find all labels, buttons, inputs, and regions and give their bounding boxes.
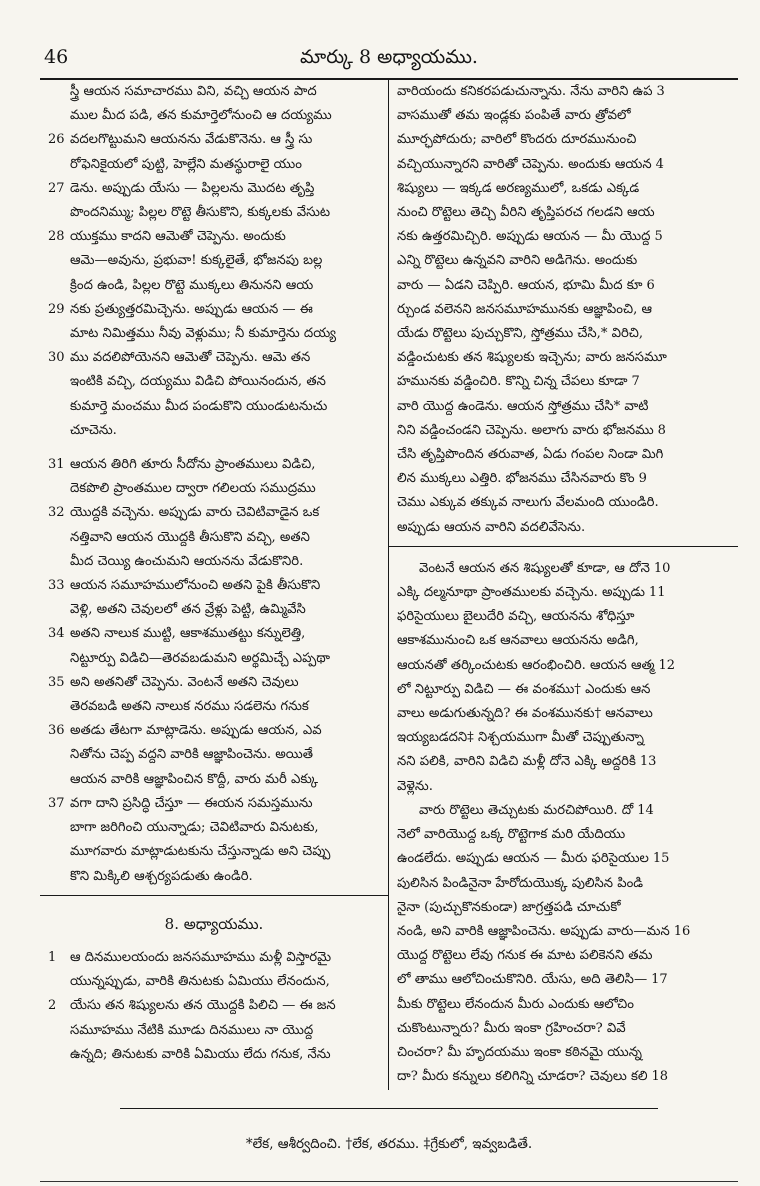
text-line <box>397 775 730 799</box>
line-text: రోఫెనికైయలో పుట్టి, హెల్లేని మతస్థురాలై యుం <box>70 156 302 172</box>
text-line <box>397 896 730 920</box>
line-text: వారియందు కనికరపడుచున్నాను. నేను వారిని ఉప <box>397 84 653 99</box>
line-text: నని పలికి, వారిని విడిచి మళ్లీ దోనె ఎక్కి అద్దరికి <box>397 754 636 770</box>
text-line <box>397 1065 730 1089</box>
verse-number: 15 <box>652 851 670 867</box>
verse-number: 32 <box>48 505 65 521</box>
text-line <box>48 695 380 719</box>
text-line <box>48 249 380 273</box>
text-columns <box>40 80 738 1090</box>
verse-number: 37 <box>48 795 65 811</box>
verse-number: 17 <box>651 972 668 988</box>
verse-number: 26 <box>48 132 65 148</box>
line-text: మీద చెయ్యి ఉంచుమని ఆయనను వేడుకొనిరి. <box>70 553 304 569</box>
right-column <box>389 80 738 1090</box>
section-divider <box>389 546 738 547</box>
text-line <box>48 647 380 671</box>
line-text: ఆమె—అవును, ప్రభువా! కుక్కలైతే, భోజనపు బల్ల <box>70 253 323 269</box>
line-text: ఆకాశమునుంచి ఒక ఆనవాలు ఆయనను అడిగి, <box>397 633 639 649</box>
verse-number: 10 <box>653 560 671 576</box>
text-line <box>397 298 730 322</box>
text-line <box>397 993 730 1017</box>
text-line <box>48 816 380 840</box>
text-line <box>397 104 730 128</box>
line-text: అతని నాలుక ముట్టి, ఆకాశముతట్టు కన్నులెత్తి, <box>70 626 306 642</box>
line-text: లిన ముక్కలు ఎత్తిరి. భోజనము చేసినవారు కొం <box>397 471 635 487</box>
text-line <box>48 298 380 322</box>
text-line <box>397 654 730 678</box>
text-line <box>397 872 730 896</box>
verse-number: 34 <box>48 626 65 642</box>
text-line <box>48 274 380 298</box>
line-text: ఆ దినములయందు జనసమూహము మళ్లీ విస్తారమై <box>70 949 332 965</box>
text-line <box>48 104 380 128</box>
line-text: యున్నప్పుడు, వారికి తినుటకు ఏమియు లేనందున, <box>70 974 330 990</box>
text-line <box>48 201 380 225</box>
line-text: చూచెను. <box>70 422 117 438</box>
line-text: తెరవబడి అతని నాలుక నరము సడలెను గనుక <box>70 699 309 715</box>
line-text: ఇయ్యబడదని‡ నిశ్చయముగా మీతో చెప్పుతున్నా <box>397 730 644 746</box>
line-text: కొని మిక్కిలి ఆశ్చర్యపడుతు ఉండిరి. <box>70 868 253 884</box>
text-line <box>48 840 380 864</box>
line-text: నత్తివాని ఆయన యొద్దకి తీసుకొని వచ్చి, అతని <box>70 529 310 545</box>
verse-number: 28 <box>48 229 65 245</box>
text-line <box>397 395 730 419</box>
line-text: వెంటనే ఆయన తన శిష్యులతో కూడా, ఆ దోనె <box>419 560 650 576</box>
verse-number: 30 <box>48 350 65 366</box>
line-text: నెలో వారియొద్ద ఒక్క రొట్టెగాక మరి యేదియు <box>397 827 626 843</box>
footnotes <box>40 1108 738 1186</box>
text-line <box>397 467 730 491</box>
text-line <box>397 516 730 540</box>
text-line <box>48 792 380 816</box>
line-text: పొందనిమ్ము; పిల్లల రొట్టె తీసుకొని, కుక్కలకు వేసుట <box>70 205 331 221</box>
text-line <box>397 629 730 653</box>
line-text: సమూహము నేటికి మూడు దినములు నా యొద్ద <box>70 1022 314 1038</box>
line-text: మూగవారు మాట్లాడుటకును చేస్తున్నాడు అని చెప్పు <box>70 844 331 860</box>
line-text: నిని వడ్డించండని చెప్పెను. అలాగు వారు భోజనము <box>397 422 654 438</box>
text-line <box>48 671 380 695</box>
text-line <box>397 177 730 201</box>
verse-number: 3 <box>656 84 665 99</box>
text-line <box>48 153 380 177</box>
text-line <box>397 847 730 871</box>
line-text: అతడు తేటగా మాట్లాడెను. అప్పుడు ఆయన, ఎవ <box>70 723 322 739</box>
page-number: 46 <box>44 46 69 68</box>
line-text: నకు ఉత్తరమిచ్చిరి. అప్పుడు ఆయన — మీ యొద్ద <box>397 229 651 245</box>
line-text: లో నిట్టూర్పు విడిచి — ఈ వంశము† ఎందుకు ఆన <box>397 681 651 697</box>
verse-number: 27 <box>48 180 65 196</box>
line-text: నకు ప్రత్యుత్తరమిచ్చెను. అప్పుడు ఆయన — ఈ <box>70 301 313 317</box>
text-line <box>48 419 380 443</box>
bottom-rule <box>40 1181 738 1182</box>
line-text: మాట నిమిత్తము నీవు వెళ్లుము; నీ కుమార్తెను దయ్య <box>70 326 337 342</box>
verse-number: 13 <box>639 754 657 770</box>
verse-number: 6 <box>646 277 655 293</box>
text-line <box>397 799 730 823</box>
text-line <box>397 726 730 750</box>
line-text: అప్పుడు ఆయన వారిని వదలివేసెను. <box>397 519 586 535</box>
line-text: వాసముతో తమ ఇండ్లకు పంపితే వారు త్రోవలో <box>397 108 631 124</box>
section-divider <box>40 895 388 896</box>
verse-number: 29 <box>48 301 65 317</box>
line-text: క్రింద ఉండి, పిల్లల రొట్టె ముక్కలు తినునని ఆయ <box>70 277 314 293</box>
text-line <box>48 177 380 201</box>
line-text: వెళ్లెను. <box>397 778 433 794</box>
line-text: వడ్డించుటకు తన శిష్యులకు ఇచ్చెను; వారు జనసమూ <box>397 350 667 366</box>
line-text: పులిసిన పిండినైనా హేరోదుయొక్క పులిసిన పిండి <box>397 875 644 891</box>
line-text: వగా దాని ప్రసిద్ధి చేస్తూ — ఈయన సమస్తమును <box>70 795 313 811</box>
line-text: వదలగొట్టుమని ఆయనను వేడుకొనెను. ఆ స్త్రీ సు <box>70 132 313 148</box>
line-text: అని అతనితో చెప్పెను. వెంటనే అతని చెవులు <box>70 674 299 690</box>
text-line <box>48 1019 380 1043</box>
verse-number: 5 <box>654 229 663 245</box>
verse-number: 7 <box>631 374 640 390</box>
line-text: చెము ఎక్కువ తక్కువ నాలుగు వేలమంది యుండిరి. <box>397 495 659 511</box>
text-line <box>397 1017 730 1041</box>
line-text: హమునకు వడ్డించిరి. కొన్ని చిన్న చేపలు కూడా <box>397 374 628 390</box>
line-text: ఉండలేదు. అప్పుడు ఆయన — మీరు ఫరిసైయుల <box>397 851 649 867</box>
text-line <box>48 946 380 970</box>
line-text: ఎన్ని రొట్టెలు ఉన్నవని వారిని అడిగెను. అందుకు <box>397 253 638 269</box>
text-line <box>397 750 730 774</box>
verse-number: 35 <box>48 674 65 690</box>
text-line <box>48 1043 380 1067</box>
verse-number: 31 <box>48 457 65 473</box>
verse-number: 1 <box>48 949 57 965</box>
line-text: వారు — ఏడని చెప్పిరి. ఆయన, భూమి మీద కూ <box>397 277 643 293</box>
line-text: ఆయన వారికి ఆజ్ఞాపించిన కొద్దీ, వారు మరీ ఎక్కు <box>70 771 318 787</box>
text-line <box>48 225 380 249</box>
text-line <box>397 944 730 968</box>
text-line <box>397 491 730 515</box>
text-line <box>48 80 380 104</box>
text-line <box>48 346 380 370</box>
line-text: ఆయనతో తర్కించుటకు ఆరంభించిరి. ఆయన ఆత్మ <box>397 657 655 673</box>
line-text: ము వదలిపోయెనని ఆమెతో చెప్పెను. ఆమె తన <box>70 350 311 366</box>
line-text: యొద్ద రొట్టెలు లేవు గనుక ఈ మాట పలికెనని తమ <box>397 948 653 964</box>
verse-number: 9 <box>638 471 647 487</box>
line-text: ఎక్కి దల్మనూథా ప్రాంతములకు వచ్చెను. అప్పుడు <box>397 585 645 601</box>
text-line <box>397 274 730 298</box>
line-text: నండి, అని వారికి ఆజ్ఞాపించెను. అప్పుడు వారు—మన <box>397 923 670 939</box>
text-line <box>397 605 730 629</box>
verse-number: 18 <box>651 1069 669 1085</box>
line-text: ఉన్నది; తినుటకు వారికి ఏమియు లేదు గనుక, నేను <box>70 1046 331 1062</box>
footnote-text: *లేక, ఆశీర్వదించి. †లేక, తరము. ‡గ్రేకులో, ఇవ్వబడితే. <box>245 1136 533 1152</box>
line-text: దా? మీరు కన్నులు కలిగిన్ని చూడరా? చెవులు కలి <box>397 1069 648 1085</box>
line-text: యొద్దకి వచ్చెను. అప్పుడు వారు చెవిటివాడైన ఒక <box>70 505 320 521</box>
verse-number: 2 <box>48 998 57 1014</box>
line-text: యేసు తన శిష్యులను తన యొద్దకి పిలిచి — ఈ జన <box>70 998 336 1014</box>
line-text: వారి యొద్ద ఉండెను. ఆయన స్తోత్రము చేసి* వాటి <box>397 398 649 414</box>
text-line <box>48 994 380 1018</box>
text-line <box>397 702 730 726</box>
verse-number: 8 <box>657 422 666 438</box>
footnote-rule <box>120 1108 658 1109</box>
text-line <box>397 346 730 370</box>
verse-number: 16 <box>673 923 691 939</box>
text-line <box>397 678 730 702</box>
text-line <box>48 501 380 525</box>
text-line <box>48 128 380 152</box>
text-line <box>397 370 730 394</box>
text-line <box>397 249 730 273</box>
text-line <box>48 743 380 767</box>
line-text: ఆయన తిరిగి తూరు సీదోను ప్రాంతములు విడిచి, <box>70 457 316 473</box>
text-line <box>397 322 730 346</box>
line-text: ఆయన సమూహములోనుంచి అతని పైకి తీసుకొని <box>70 578 321 594</box>
line-text: ముల మీద పడి, తన కుమార్తెలోనుంచి ఆ దయ్యము <box>70 108 332 124</box>
line-text: కుమార్తె మంచము మీద పండుకొని యుండుటనుచు <box>70 398 328 414</box>
text-line <box>397 225 730 249</box>
chapter-heading: 8. అధ్యాయము. <box>164 914 264 933</box>
line-text: డెను. అప్పుడు యేసు — పిల్లలను మొదట తృప్తి <box>70 180 315 196</box>
verse-number: 12 <box>658 657 676 673</box>
text-line <box>397 1041 730 1065</box>
line-text: శిష్యులు — ఇక్కడ అరణ్యములో, ఒకడు ఎక్కడ <box>397 180 640 196</box>
text-line <box>397 823 730 847</box>
line-text: నిట్టూర్పు విడిచి—తెరవబడుమని అర్థమిచ్చే ఎప్పథా <box>70 650 330 666</box>
text-line <box>48 598 380 622</box>
page-header <box>40 42 738 80</box>
line-text: వచ్చియున్నారని వారితో చెప్పెను. అందుకు ఆయన <box>397 156 652 172</box>
line-text: లో తాము ఆలోచించుకొనిరి. యేసు, అది తెలిసి— <box>397 972 648 988</box>
line-text: చేసి తృప్తిపొందిన తరువాత, ఏడు గంపల నిండా మిగి <box>397 447 664 463</box>
line-text: యేడు రొట్టెలు పుచ్చుకొని, స్తోత్రము చేసి,* విరిచి, <box>397 326 644 342</box>
line-text: చుకొంటున్నారు? మీరు ఇంకా గ్రహించరా? వివే <box>397 1020 626 1036</box>
line-text: ఫరిసైయులు బైలుదేరి వచ్చి, ఆయనను శోధిస్తూ <box>397 609 635 625</box>
text-line <box>397 419 730 443</box>
line-text: బాగా జరిగించి యున్నాడు; చెవిటివారు వినుటకు, <box>70 820 319 836</box>
text-line <box>48 719 380 743</box>
line-text: యుక్తము కాదని ఆమెతో చెప్పెను. అందుకు <box>70 229 286 245</box>
line-text: నితోను చెప్ప వద్దని వారికి ఆజ్ఞాపించెను. అయితే <box>70 747 313 763</box>
left-column <box>40 80 389 1090</box>
text-line <box>397 153 730 177</box>
text-line <box>397 80 730 104</box>
line-text: నైనా (పుచ్చుకొనకుండా) జాగ్రత్తపడి చూచుకో <box>397 899 621 915</box>
text-line <box>48 395 380 419</box>
text-line <box>397 920 730 944</box>
line-text: వారు రొట్టెలు తెచ్చుటకు మరచిపోయిరి. దో <box>419 802 634 818</box>
text-line <box>48 865 380 889</box>
running-title: మార్కు 8 అధ్యాయము. <box>300 46 478 68</box>
text-line <box>48 322 380 346</box>
text-line <box>397 128 730 152</box>
line-text: దెకపొలి ప్రాంతముల ద్వారా గలిలయ సముద్రము <box>70 481 316 497</box>
line-text: నుంచి రొట్టెలు తెచ్చి వీరిని తృప్తిపరచ గలడని ఆయ <box>397 205 655 221</box>
text-line <box>48 574 380 598</box>
verse-number: 36 <box>48 723 65 739</box>
text-line <box>397 557 730 581</box>
verse-number: 11 <box>648 585 666 601</box>
text-line <box>397 201 730 225</box>
text-line <box>48 970 380 994</box>
text-line <box>397 968 730 992</box>
line-text: చించరా? మీ హృదయము ఇంకా కఠినమై యున్న <box>397 1044 642 1060</box>
verse-number: 33 <box>48 578 65 594</box>
line-text: వాలు అడుగుతున్నది? ఈ వంశమునకు† ఆనవాలు <box>397 706 653 722</box>
text-line <box>48 477 380 501</box>
text-line <box>48 526 380 550</box>
text-line <box>397 581 730 605</box>
line-text: మీకు రొట్టెలు లేనందున మీరు ఎందుకు ఆలోచిం <box>397 996 634 1012</box>
line-text: ఇంటికి వచ్చి, దయ్యము విడిచి పోయినందున, తన <box>70 374 326 390</box>
line-text: వెళ్లి, అతని చెవులలో తన వ్రేళ్లు పెట్టి, ఉమ్మివేసి <box>70 602 306 618</box>
text-line <box>48 453 380 477</box>
verse-number: 14 <box>637 802 654 818</box>
text-line <box>397 443 730 467</box>
line-text: మూర్ఛపోదురు; వారిలో కొందరు దూరమునుంచి <box>397 132 637 148</box>
text-line <box>48 550 380 574</box>
text-line <box>48 370 380 394</box>
text-line <box>48 768 380 792</box>
text-line <box>48 622 380 646</box>
verse-number: 4 <box>655 156 664 172</box>
line-text: ర్చుండ వలెనని జనసమూహమునకు ఆజ్ఞాపించి, ఆ <box>397 301 652 317</box>
line-text: స్త్రీ ఆయన సమాచారము విని, వచ్చి ఆయన పాద <box>70 84 317 99</box>
